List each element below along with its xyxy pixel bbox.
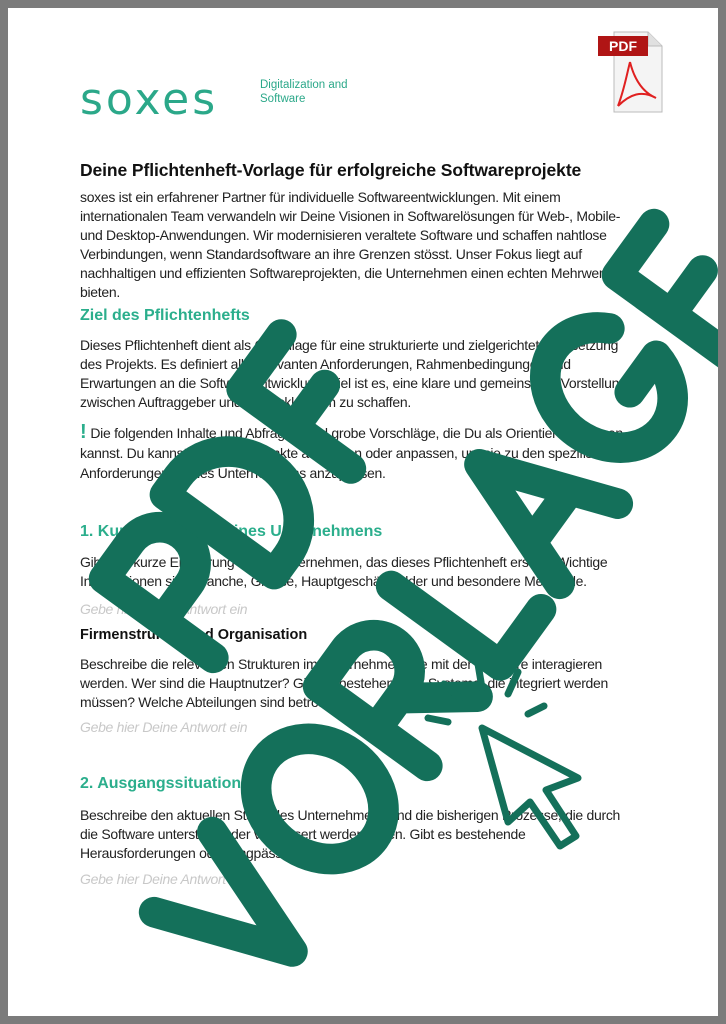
heading-firmenstruktur: Firmenstruktur und Organisation <box>80 627 308 643</box>
pdf-label: PDF <box>609 38 637 54</box>
text-line: nachhaltigen und effizienten Softwareprojekten, die Unternehmen einen echten Mehrwert <box>80 265 607 281</box>
page-title: Deine Pflichtenheft-Vorlage für erfolgreiche Softwareprojekte <box>80 160 582 180</box>
text-line: Gib eine kurze Einführung in das Unternehmen, das dieses Pflichtenheft erstellt. Wichtige <box>80 554 608 570</box>
answer-field-3[interactable]: Gebe hier Deine Antwort ein <box>80 871 248 887</box>
text-line: Beschreibe den aktuellen Stand des Unternehmens und die bisherigen Prozesse, die durch <box>80 807 621 823</box>
ziel-paragraph <box>80 336 627 412</box>
text-line: internationalen Team verwandeln wir Deine Visionen in Softwarelösungen für Web-, Mobile- <box>80 208 621 224</box>
watermark-letter-l <box>391 530 541 665</box>
text-line: müssen? Welche Abteilungen sind betroffen? <box>80 694 348 710</box>
text-line: des Projekts. Es definiert alle relevanten Anforderungen, Rahmenbedingungen und <box>80 356 571 372</box>
pdf-file-icon[interactable] <box>596 28 666 114</box>
answer-field-1[interactable]: Gebe hier Deine Antwort ein <box>80 601 248 617</box>
firmenstruktur-paragraph <box>80 655 608 712</box>
text-line: und Desktop-Anwendungen. Wir modernisieren veraltete Software und schaffen nahtlose <box>80 227 607 243</box>
document-page <box>8 8 718 1016</box>
text-line: Die folgenden Inhalte und Abfragen sind grobe Vorschläge, die Du als Orientierung nutzen <box>90 425 623 441</box>
tagline-line: Digitalization and <box>260 79 348 91</box>
section-1-paragraph <box>80 553 607 591</box>
exclamation-icon: ! <box>80 421 87 443</box>
text-line: bieten. <box>80 284 120 300</box>
answer-field-2[interactable]: Gebe hier Deine Antwort ein <box>80 719 248 735</box>
text-line: soxes ist ein erfahrener Partner für individuelle Softwareentwicklungen. Mit einem <box>80 189 561 205</box>
text-line: werden. Wer sind die Hauptnutzer? Gibt es bestehende IT-Systeme, die integriert werden <box>80 675 609 691</box>
text-line: kannst. Du kannst bestimmte Punkte auslassen oder anpassen, um sie zu den spezifischen <box>80 445 622 461</box>
text-line: Beschreibe die relevanten Strukturen im Unternehmen, die mit der Software interagieren <box>80 656 603 672</box>
intro-paragraph <box>80 188 620 302</box>
text-line: Herausforderungen oder Engpässe? <box>80 845 297 861</box>
soxes-logo: soxes <box>80 74 219 125</box>
text-line: zwischen Auftraggeber und Entwicklerteam zu schaffen. <box>80 394 411 410</box>
text-line: Informationen sind Branche, Grösse, Hauptgeschäftsfelder und besondere Merkmale. <box>80 573 587 589</box>
text-line: die Software unterstützt oder verbessert werden sollen. Gibt es bestehende <box>80 826 526 842</box>
tagline-line: Software <box>260 93 306 105</box>
text-line: Verbindungen, wenn Standardsoftware an ihre Grenzen stösst. Unser Fokus liegt auf <box>80 246 582 262</box>
heading-section-1: 1. Kurzbeschrieb Deines Unternehmens <box>80 523 383 540</box>
text-line: Dieses Pflichtenheft dient als Grundlage für eine strukturierte und zielgerichtete Umsetzung <box>80 337 619 353</box>
text-line: Erwartungen an die Softwareentwicklung. Ziel ist es, eine klare und gemeinsame Vorstellung <box>80 375 627 391</box>
text-line: Anforderungen Deines Unternehmens anzupassen. <box>80 465 386 481</box>
logo-tagline <box>260 78 348 106</box>
section-2-paragraph <box>80 806 620 863</box>
note-paragraph <box>80 422 623 483</box>
heading-ziel: Ziel des Pflichtenhefts <box>80 307 250 324</box>
watermark-letter-e <box>617 224 718 354</box>
heading-section-2: 2. Ausgangssituation <box>80 775 242 792</box>
